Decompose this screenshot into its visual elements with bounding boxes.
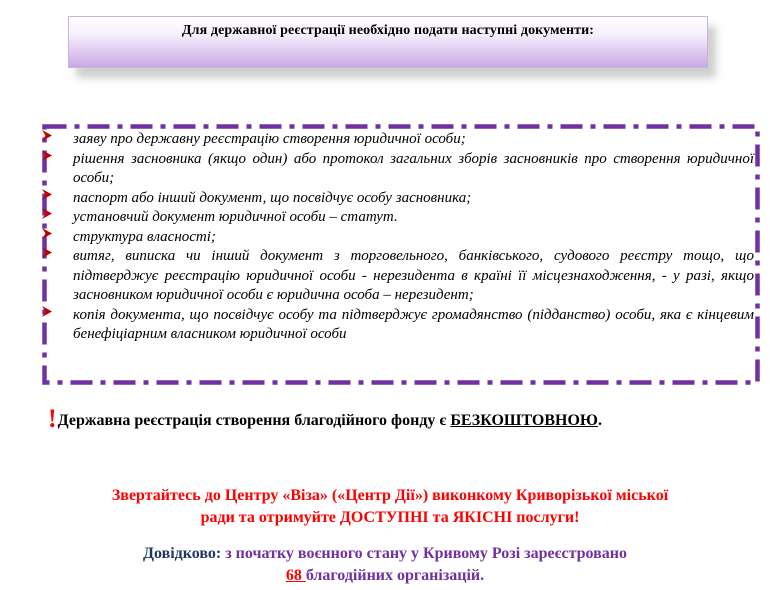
arrow-right-icon	[42, 306, 52, 317]
document-item-text: заяву про державну реєстрацію створення юридичної особи;	[73, 131, 466, 147]
reference-text: з початку воєнного стану у Кривому Розі зареєстровано	[221, 545, 628, 562]
document-item-text: установчий документ юридичної особи – статут.	[73, 209, 398, 225]
arrow-right-icon	[42, 247, 52, 258]
page-title: Для державної реєстрації необхідно подати наступні документи:	[181, 23, 595, 38]
document-item	[42, 228, 754, 248]
reference-tail: благодійних організацій.	[305, 566, 485, 584]
reference-count: 68	[285, 566, 306, 584]
documents-list	[42, 130, 754, 345]
callout-line-1: Звертайтесь до Центру «Віза» («Центр Дії») виконкому Криворізької міської	[111, 487, 669, 504]
header-banner	[68, 16, 708, 68]
arrow-right-icon	[42, 228, 52, 239]
document-item	[42, 247, 754, 306]
header-box	[68, 16, 708, 68]
reference-block	[40, 543, 730, 586]
free-registration-notice	[48, 404, 748, 434]
notice-text: Державна реєстрація створення благодійного фонду є	[57, 412, 451, 429]
arrow-right-icon	[42, 150, 52, 161]
document-item	[42, 306, 754, 345]
document-item-text: рішення засновника (якщо один) або протокол загальних зборів засновників про створення юридичної особи;	[73, 150, 754, 186]
document-item-text: витяг, виписка чи інший документ з торговельного, банківського, судового реєстру тощо, що підтверджує реєстрацію юридичної особи - нерезидента в країні її місцезнаходження, - у разі, якщо засновником юридичної особи є юридична особа – нерезидент;	[73, 248, 754, 303]
document-item	[42, 189, 754, 209]
notice-highlight: БЕЗКОШТОВНОЮ	[450, 412, 598, 429]
document-item	[42, 208, 754, 228]
document-item-text: копія документа, що посвідчує особу та підтверджує громадянство (підданство) особи, яка є кінцевим бенефіціарним власником юридичної особи	[73, 306, 754, 342]
service-callout	[20, 485, 760, 528]
document-item-text: паспорт або інший документ, що посвідчує особу засновника;	[73, 189, 472, 206]
notice-end: .	[597, 412, 602, 429]
document-item-text: структура власності;	[73, 228, 216, 245]
reference-label: Довідково:	[142, 545, 222, 562]
arrow-right-icon	[42, 130, 52, 141]
document-item	[42, 130, 754, 150]
exclamation-icon: !	[48, 404, 57, 433]
callout-line-2: ради та отримуйте ДОСТУПНІ та ЯКІСНІ послуги!	[200, 508, 580, 526]
documents-box	[42, 124, 762, 386]
document-item	[42, 150, 754, 189]
arrow-right-icon	[42, 208, 52, 219]
arrow-right-icon	[42, 189, 52, 200]
